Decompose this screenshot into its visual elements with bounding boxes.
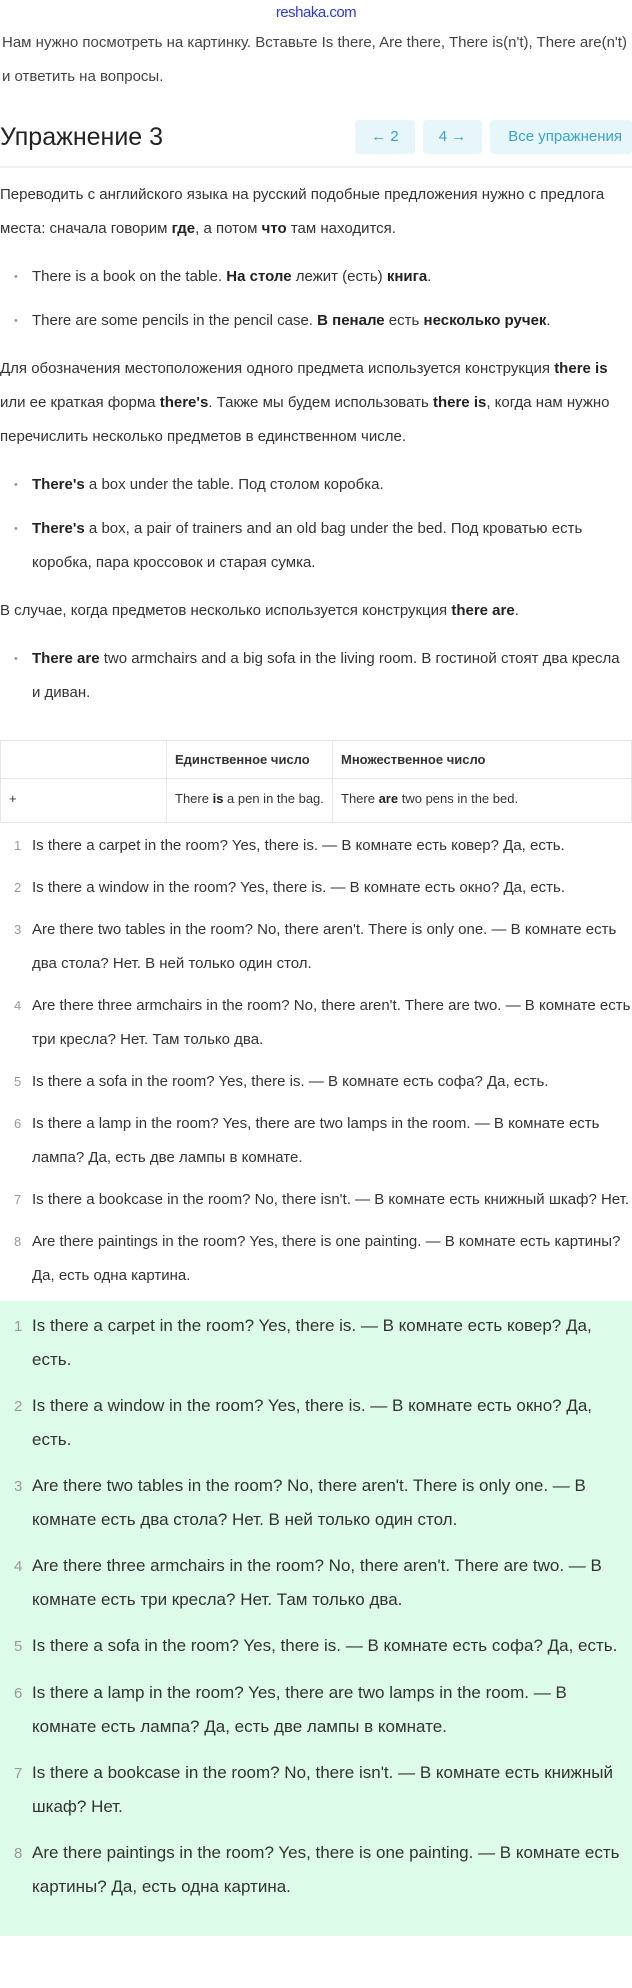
item-number: 6	[14, 1116, 22, 1131]
text: .	[546, 312, 551, 329]
answer-text: Is there a window in the room? Yes, there is. — В комнате есть окно? Да, есть.	[32, 1396, 593, 1449]
bold-text: На столе	[226, 268, 292, 285]
answer-item	[0, 1836, 632, 1904]
example-item	[10, 642, 632, 710]
bold-text: There are	[32, 650, 100, 667]
bold-text: книга	[386, 268, 428, 285]
text: там находится.	[286, 220, 396, 237]
item-number: 4	[14, 1558, 23, 1575]
answer-text: Is there a carpet in the room? Yes, there is. — В комнате есть ковер? Да, есть.	[32, 837, 565, 854]
bold-text: В пенале	[317, 312, 385, 329]
text: лежит (есть)	[291, 268, 387, 285]
answer-block-highlighted	[0, 1301, 632, 1936]
answer-text: Is there a bookcase in the room? No, there isn't. — В комнате есть книжный шкаф? Нет.	[32, 1763, 614, 1816]
site-logo[interactable]: reshaka.com	[275, 4, 357, 21]
item-number: 5	[14, 1074, 22, 1089]
answer-text: Are there three armchairs in the room? No, there aren't. There are two. — В комнате есть три кресла? Нет. Там только два.	[32, 1556, 602, 1609]
table-row	[1, 779, 632, 823]
answer-item	[0, 989, 632, 1057]
item-number: 3	[14, 922, 22, 937]
answer-item	[0, 1676, 632, 1744]
answer-item	[0, 1107, 632, 1175]
theory-paragraph	[0, 178, 632, 246]
example-item	[10, 512, 632, 580]
page-title: Упражнение 3	[0, 122, 164, 151]
bold-text: are	[378, 791, 399, 806]
answer-text: Are there paintings in the room? Yes, there is one painting. — В комнате есть картины? Да, есть одна картина.	[32, 1843, 620, 1896]
bold-text: is	[212, 791, 224, 806]
text: , а потом	[195, 220, 262, 237]
answer-text: Is there a lamp in the room? Yes, there are two lamps in the room. — В комнате есть лампа? Да, есть две лампы в комнате.	[32, 1683, 567, 1736]
bold-text: there is	[432, 394, 487, 411]
text: There	[175, 791, 213, 806]
example-list	[10, 468, 632, 580]
answer-text: Is there a bookcase in the room? No, there isn't. — В комнате есть книжный шкаф? Нет.	[32, 1191, 630, 1208]
answer-item	[0, 1469, 632, 1537]
task-text: Нам нужно посмотреть на картинку. Вставьте Is there, Are there, There is(n't), There are(n't) и ответить на вопросы.	[2, 34, 627, 85]
answer-list	[0, 829, 632, 1293]
example-item	[10, 260, 632, 294]
text: a box under the table. Под столом коробка.	[84, 476, 384, 493]
grammar-table	[0, 740, 632, 823]
item-number: 3	[14, 1478, 23, 1495]
theory	[0, 178, 632, 710]
bold-text: There's	[32, 520, 85, 537]
item-number: 8	[14, 1234, 22, 1249]
answer-item	[0, 1756, 632, 1824]
text: a box, a pair of trainers and an old bag under the bed. Под кроватью есть коробка, пара кроссовок и старая сумка.	[32, 520, 583, 571]
table-cell	[333, 779, 632, 823]
bold-text: there's	[159, 394, 209, 411]
example-item	[10, 304, 632, 338]
text: a pen in the bag.	[223, 791, 324, 806]
exercise-header	[0, 108, 632, 168]
answer-item	[0, 1309, 632, 1377]
text: есть	[384, 312, 424, 329]
exercise-nav	[355, 120, 632, 154]
answer-text: Is there a window in the room? Yes, there is. — В комнате есть окно? Да, есть.	[32, 879, 565, 896]
table-header: Единственное число	[167, 741, 333, 779]
example-list	[10, 260, 632, 338]
answer-item	[0, 913, 632, 981]
example-list	[10, 642, 632, 710]
bold-text: где	[171, 220, 196, 237]
table-header	[1, 741, 167, 779]
bold-text: there is	[554, 360, 608, 377]
item-number: 2	[14, 1398, 23, 1415]
item-number: 5	[14, 1638, 23, 1655]
item-number: 7	[14, 1765, 23, 1782]
example-item	[10, 468, 632, 502]
answer-item	[0, 1065, 632, 1099]
table-header: Множественное число	[333, 741, 632, 779]
text: Для обозначения местоположения одного предмета используется конструкция	[0, 360, 555, 377]
text: .	[514, 602, 519, 619]
text: two armchairs and a big sofa in the living room. В гостиной стоят два кресла и диван.	[32, 650, 620, 701]
table-cell: +	[1, 779, 167, 823]
all-exercises-button[interactable]: Все упражнения	[490, 120, 632, 154]
answer-item	[0, 1549, 632, 1617]
answer-text: Are there two tables in the room? No, there aren't. There is only one. — В комнате есть два стола? Нет. В ней только один стол.	[32, 1476, 586, 1529]
text: two pens in the bed.	[398, 791, 519, 806]
answer-text: Is there a lamp in the room? Yes, there are two lamps in the room. — В комнате есть лампа? Да, есть две лампы в комнате.	[32, 1115, 600, 1166]
answer-text: Are there two tables in the room? No, there aren't. There is only one. — В комнате есть два стола? Нет. В ней только один стол.	[32, 921, 617, 972]
bold-text: что	[261, 220, 287, 237]
text: There	[341, 791, 379, 806]
text: Переводить с английского языка на русский подобные предложения нужно с предлога места: сначала говорим	[0, 186, 605, 237]
text: В случае, когда предметов несколько используется конструкция	[0, 602, 452, 619]
answer-item	[0, 1389, 632, 1457]
text: There are some pencils in the pencil case.	[32, 312, 318, 329]
theory-paragraph	[0, 352, 632, 454]
answer-item	[0, 1225, 632, 1293]
item-number: 4	[14, 998, 22, 1013]
text: .	[427, 268, 432, 285]
prev-exercise-button[interactable]: ← 2	[355, 120, 415, 154]
bold-text: There's	[32, 476, 85, 493]
bold-text: несколько ручек	[423, 312, 547, 329]
answer-text: Are there paintings in the room? Yes, there is one painting. — В комнате есть картины? Да, есть одна картина.	[32, 1233, 621, 1284]
text: . Также мы будем использовать	[208, 394, 433, 411]
bold-text: there are	[451, 602, 515, 619]
text: , когда нам нужно перечислить несколько предметов в единственном числе.	[0, 394, 610, 445]
table-cell	[167, 779, 333, 823]
item-number: 2	[14, 880, 22, 895]
item-number: 8	[14, 1845, 23, 1862]
item-number: 7	[14, 1192, 22, 1207]
theory-paragraph	[0, 594, 632, 628]
answer-text: Is there a carpet in the room? Yes, there is. — В комнате есть ковер? Да, есть.	[32, 1316, 592, 1369]
text: There is a book on the table.	[32, 268, 227, 285]
item-number: 1	[14, 838, 22, 853]
answer-text: Is there a sofa in the room? Yes, there is. — В комнате есть софа? Да, есть.	[32, 1636, 618, 1655]
answer-item	[0, 871, 632, 905]
answer-item	[0, 1183, 632, 1217]
answer-text: Are there three armchairs in the room? No, there aren't. There are two. — В комнате есть три кресла? Нет. Там только два.	[32, 997, 631, 1048]
answer-item	[0, 829, 632, 863]
item-number: 6	[14, 1685, 23, 1702]
answer-item	[0, 1629, 632, 1664]
answer-list	[0, 1309, 632, 1904]
answer-text: Is there a sofa in the room? Yes, there is. — В комнате есть софа? Да, есть.	[32, 1073, 549, 1090]
text: или ее краткая форма	[0, 394, 160, 411]
next-exercise-button[interactable]: 4 →	[423, 120, 483, 154]
item-number: 1	[14, 1318, 23, 1335]
